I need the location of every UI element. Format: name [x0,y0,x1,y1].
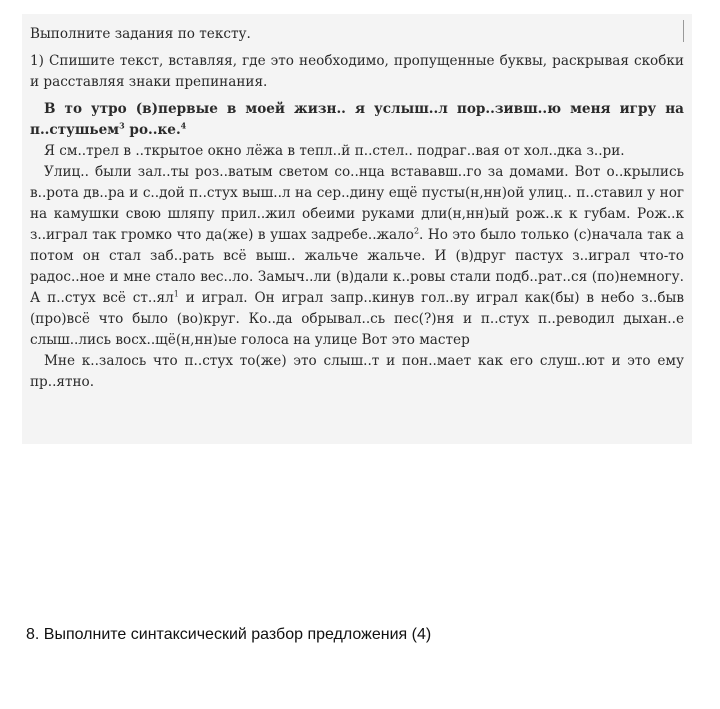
task-8-instruction: 8. Выполните синтаксический разбор предложения (4) [26,626,432,643]
task-1-instruction: 1) Спишите текст, вставляя, где это необходимо, пропущенные буквы, раскрывая скобки и расставляя знаки препинания. [30,53,684,90]
paragraph-2-part-a: Улиц.. были зал..ты роз..ватым светом со..нца встававш..го за домами. Вот о..крылись в..рота дв..ра и с..дой п..стух выш..л на сер..дину ещё пусты(н,нн)ой улиц.. п..ставил у ног на камушки свою шляпу прил..жил обеими руками дли(н,нн)ый рож..к к губам. Рож..к з..играл так громко что да(же) в ушах задребе..жало [30,164,684,243]
paragraph-2-part-c: и играл. Он играл запр..кинув гол..ву играл как(бы) в небо з..быв (про)всё что было (во)круг. Ко..да обрывал..сь пес(?)ня и п..стух п..реводил дыхан..е слыш..лись восх..щё(н,нн)ые голоса на улице Вот это мастер [30,290,684,348]
footnote-mark: 1 [173,289,179,299]
footnote-mark: 2 [413,226,420,236]
paragraph-2-part-b: . Но это было только (с)начала так а потом он стал заб..рать всё выш.. жальче жальче. И (в)друг пастух з..играл что-то радос..ное и мне стало вес..ло. Замыч..ли (в)дали к..ровы стали подб..рат..ся (по)немногу. А п..стух всё ст..ял [30,227,684,306]
scan-edge-mark [683,20,684,42]
paragraph-2 [30,162,684,351]
exercise-heading: Выполните задания по тексту. [30,26,251,42]
sentence-1-part-1: В то утро (в)первые в моей жизн.. я услыш..л пор..зивш..ю меня игру на п..стушьем [30,101,684,138]
textbook-scan [22,14,692,444]
paragraph-1: Я см..трел в ..ткрытое окно лёжа в тепл..й п..стел.. подраг..вая от хол..дка з..ри. [44,143,625,159]
footnote-mark: 4 [180,120,187,131]
footnote-mark: 3 [119,120,125,131]
sentence-1-part-2: ро..ке. [124,122,181,138]
paragraph-3: Мне к..залось что п..стух то(же) это слыш..т и пон..мает как его слуш..ют и это ему пр..ятно. [30,353,684,390]
sentence-1 [30,99,684,141]
